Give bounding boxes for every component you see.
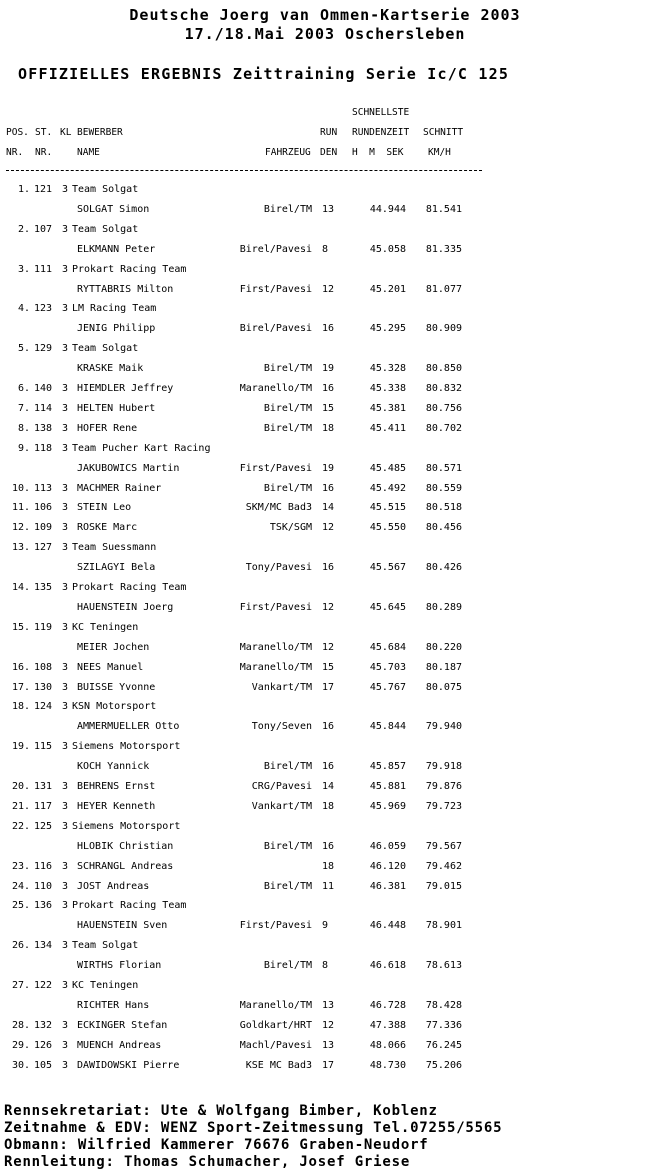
- class-cell: 3: [62, 1039, 69, 1051]
- start-number-cell: 124: [34, 701, 53, 713]
- pos-cell: 27.: [11, 980, 30, 991]
- driver-name-cell: HOFER Rene: [77, 422, 138, 434]
- col-den: DEN: [320, 147, 338, 158]
- laptime-cell: 45.338: [369, 383, 406, 394]
- pos-cell: 7.: [17, 402, 30, 414]
- speed-cell: 75.206: [425, 1059, 462, 1071]
- driver-name-cell: AMMERMUELLER Otto: [77, 721, 180, 733]
- runs-cell: 12: [322, 283, 335, 295]
- runs-cell: 12: [322, 1019, 335, 1031]
- speed-cell: 81.077: [425, 283, 462, 295]
- start-number-cell: 114: [34, 402, 53, 414]
- team-cell: KSN Motorsport: [72, 701, 157, 713]
- start-number-cell: 105: [34, 1059, 53, 1071]
- driver-name-cell: HAUENSTEIN Joerg: [77, 601, 174, 613]
- class-cell: 3: [62, 502, 69, 514]
- laptime-cell: 46.448: [369, 920, 406, 932]
- laptime-cell: 45.492: [369, 482, 406, 494]
- driver-name-cell: RICHTER Hans: [77, 999, 150, 1011]
- driver-name-cell: ECKINGER Stefan: [77, 1019, 168, 1031]
- laptime-cell: 45.645: [369, 601, 406, 613]
- laptime-cell: 45.058: [369, 243, 406, 255]
- team-cell: Team Solgat: [72, 940, 139, 952]
- class-cell: 3: [62, 383, 69, 394]
- class-cell: 3: [62, 442, 69, 454]
- footer-line: Rennleitung: Thomas Schumacher, Josef Griese: [4, 1154, 411, 1170]
- runs-cell: 14: [322, 781, 335, 792]
- pos-cell: 14.: [11, 582, 30, 593]
- driver-name-cell: HEYER Kenneth: [77, 800, 156, 812]
- laptime-cell: 48.066: [369, 1039, 406, 1051]
- col-st: ST.: [35, 127, 53, 138]
- laptime-cell: 46.381: [369, 880, 406, 892]
- driver-name-cell: NEES Manuel: [77, 661, 144, 673]
- vehicle-cell: Birel/Pavesi: [239, 243, 312, 255]
- vehicle-cell: Birel/TM: [263, 960, 312, 972]
- pos-cell: 25.: [11, 900, 30, 912]
- class-cell: 3: [62, 980, 69, 991]
- speed-cell: 80.426: [425, 562, 462, 574]
- laptime-cell: 46.618: [369, 960, 406, 972]
- event-date-venue: 17./18.Mai 2003 Oschersleben: [184, 25, 466, 43]
- footer-line: Zeitnahme & EDV: WENZ Sport-Zeitmessung Tel.07255/5565: [4, 1120, 503, 1136]
- start-number-cell: 116: [34, 860, 53, 872]
- speed-cell: 79.918: [425, 761, 462, 773]
- pos-cell: 26.: [11, 940, 30, 952]
- team-cell: Team Pucher Kart Racing: [72, 442, 211, 454]
- col-hms: H M SEK: [352, 147, 404, 158]
- laptime-cell: 45.703: [369, 661, 406, 673]
- driver-name-cell: ELKMANN Peter: [77, 243, 156, 255]
- laptime-cell: 45.844: [369, 721, 406, 733]
- driver-name-cell: DAWIDOWSKI Pierre: [77, 1059, 180, 1071]
- driver-name-cell: STEIN Leo: [77, 502, 132, 514]
- class-cell: 3: [62, 402, 69, 414]
- pos-cell: 28.: [11, 1019, 30, 1031]
- pos-cell: 15.: [11, 621, 30, 633]
- laptime-cell: 45.881: [369, 781, 406, 792]
- start-number-cell: 115: [34, 741, 53, 753]
- pos-cell: 11.: [11, 502, 30, 514]
- runs-cell: 19: [322, 462, 335, 474]
- pos-cell: 3.: [17, 263, 30, 275]
- start-number-cell: 119: [34, 621, 53, 633]
- class-cell: 3: [62, 482, 69, 494]
- col-name: NAME: [77, 147, 100, 158]
- pos-cell: 17.: [11, 681, 30, 693]
- runs-cell: 13: [322, 203, 335, 215]
- driver-name-cell: ROSKE Marc: [77, 522, 138, 534]
- driver-name-cell: SCHRANGL Andreas: [77, 860, 174, 872]
- start-number-cell: 110: [34, 880, 53, 892]
- laptime-cell: 45.485: [369, 462, 406, 474]
- speed-cell: 80.187: [425, 661, 462, 673]
- class-cell: 3: [62, 184, 69, 195]
- speed-cell: 79.940: [425, 721, 462, 733]
- driver-name-cell: MUENCH Andreas: [77, 1039, 162, 1051]
- start-number-cell: 132: [34, 1019, 53, 1031]
- pos-cell: 22.: [11, 820, 30, 832]
- driver-name-cell: HAUENSTEIN Sven: [77, 920, 168, 932]
- speed-cell: 80.559: [425, 482, 462, 494]
- vehicle-cell: Birel/TM: [263, 203, 312, 215]
- speed-cell: 79.723: [425, 800, 462, 812]
- start-number-cell: 134: [34, 940, 53, 952]
- class-cell: 3: [62, 661, 69, 673]
- speed-cell: 79.567: [425, 840, 462, 852]
- col-bewerber: BEWERBER: [77, 127, 123, 138]
- driver-name-cell: JOST Andreas: [77, 880, 150, 892]
- speed-cell: 80.909: [425, 323, 462, 335]
- start-number-cell: 123: [34, 303, 53, 315]
- col-kmh: KM/H: [428, 147, 451, 158]
- laptime-cell: 45.328: [369, 363, 406, 375]
- pos-cell: 12.: [11, 522, 30, 534]
- laptime-cell: 47.388: [369, 1019, 406, 1031]
- pos-cell: 8.: [17, 422, 30, 434]
- laptime-cell: 45.381: [369, 402, 406, 414]
- vehicle-cell: Birel/TM: [263, 761, 312, 773]
- speed-cell: 80.832: [425, 383, 462, 394]
- team-cell: LM Racing Team: [72, 303, 157, 315]
- runs-cell: 13: [322, 1039, 335, 1051]
- speed-cell: 76.245: [425, 1039, 462, 1051]
- speed-cell: 78.901: [425, 920, 462, 932]
- laptime-cell: 45.550: [369, 522, 406, 534]
- driver-name-cell: MACHMER Rainer: [77, 482, 162, 494]
- vehicle-cell: Birel/TM: [263, 422, 312, 434]
- driver-name-cell: KRASKE Maik: [77, 363, 144, 375]
- start-number-cell: 136: [34, 900, 53, 912]
- driver-name-cell: WIRTHS Florian: [77, 960, 162, 972]
- start-number-cell: 138: [34, 422, 53, 434]
- driver-name-cell: HELTEN Hubert: [77, 402, 156, 414]
- class-cell: 3: [62, 522, 69, 534]
- team-cell: Team Solgat: [72, 184, 139, 195]
- class-cell: 3: [62, 781, 69, 792]
- vehicle-cell: KSE MC Bad3: [245, 1059, 312, 1071]
- vehicle-cell: Tony/Pavesi: [245, 562, 312, 574]
- driver-name-cell: SOLGAT Simon: [77, 203, 150, 215]
- pos-cell: 21.: [11, 800, 30, 812]
- team-cell: Prokart Racing Team: [72, 582, 187, 593]
- pos-cell: 29.: [11, 1039, 30, 1051]
- pos-cell: 18.: [11, 701, 30, 713]
- speed-cell: 78.613: [425, 960, 462, 972]
- vehicle-cell: Vankart/TM: [251, 800, 312, 812]
- class-cell: 3: [62, 223, 69, 235]
- speed-cell: 80.702: [425, 422, 462, 434]
- runs-cell: 11: [322, 880, 335, 892]
- class-cell: 3: [62, 701, 69, 713]
- class-cell: 3: [62, 542, 69, 554]
- vehicle-cell: CRG/Pavesi: [251, 781, 312, 792]
- pos-cell: 6.: [17, 383, 30, 394]
- pos-cell: 19.: [11, 741, 30, 753]
- runs-cell: 18: [322, 800, 335, 812]
- class-cell: 3: [62, 263, 69, 275]
- start-number-cell: 130: [34, 681, 53, 693]
- runs-cell: 12: [322, 641, 335, 653]
- vehicle-cell: Birel/TM: [263, 840, 312, 852]
- driver-name-cell: JENIG Philipp: [77, 323, 156, 335]
- start-number-cell: 140: [34, 383, 53, 394]
- laptime-cell: 45.295: [369, 323, 406, 335]
- class-cell: 3: [62, 1059, 69, 1071]
- vehicle-cell: Maranello/TM: [239, 383, 312, 394]
- team-cell: Prokart Racing Team: [72, 263, 187, 275]
- series-title: Deutsche Joerg van Ommen-Kartserie 2003: [129, 6, 521, 24]
- speed-cell: 80.518: [425, 502, 462, 514]
- class-cell: 3: [62, 621, 69, 633]
- pos-cell: 5.: [17, 343, 30, 355]
- start-number-cell: 129: [34, 343, 53, 355]
- team-cell: KC Teningen: [72, 621, 139, 633]
- speed-cell: 80.756: [425, 402, 462, 414]
- runs-cell: 17: [322, 1059, 335, 1071]
- driver-name-cell: KOCH Yannick: [77, 761, 150, 773]
- runs-cell: 15: [322, 402, 335, 414]
- speed-cell: 80.289: [425, 601, 462, 613]
- laptime-cell: 48.730: [369, 1059, 406, 1071]
- laptime-cell: 45.515: [369, 502, 406, 514]
- vehicle-cell: Birel/TM: [263, 482, 312, 494]
- start-number-cell: 125: [34, 820, 53, 832]
- speed-cell: 80.220: [425, 641, 462, 653]
- col-rundenzeit: RUNDENZEIT: [352, 127, 410, 138]
- vehicle-cell: SKM/MC Bad3: [245, 502, 312, 514]
- vehicle-cell: Tony/Seven: [251, 721, 312, 733]
- team-cell: Prokart Racing Team: [72, 900, 187, 912]
- laptime-cell: 45.567: [369, 562, 406, 574]
- vehicle-cell: Maranello/TM: [239, 641, 312, 653]
- class-cell: 3: [62, 940, 69, 952]
- col-fahrzeug: FAHRZEUG: [265, 147, 311, 158]
- start-number-cell: 106: [34, 502, 53, 514]
- runs-cell: 17: [322, 681, 335, 693]
- class-cell: 3: [62, 1019, 69, 1031]
- class-cell: 3: [62, 900, 69, 912]
- vehicle-cell: TSK/SGM: [269, 522, 312, 534]
- speed-cell: 80.075: [425, 681, 462, 693]
- laptime-cell: 46.728: [369, 999, 406, 1011]
- speed-cell: 79.015: [425, 880, 462, 892]
- start-number-cell: 118: [34, 442, 53, 454]
- start-number-cell: 135: [34, 582, 53, 593]
- runs-cell: 18: [322, 422, 335, 434]
- laptime-cell: 45.767: [369, 681, 406, 693]
- runs-cell: 18: [322, 860, 335, 872]
- pos-cell: 9.: [17, 442, 30, 454]
- footer-line: Obmann: Wilfried Kammerer 76676 Graben-Neudorf: [4, 1137, 429, 1153]
- speed-cell: 80.456: [425, 522, 462, 534]
- class-cell: 3: [62, 820, 69, 832]
- speed-cell: 77.336: [425, 1019, 462, 1031]
- start-number-cell: 127: [34, 542, 53, 554]
- vehicle-cell: First/Pavesi: [239, 601, 312, 613]
- runs-cell: 19: [322, 363, 335, 375]
- laptime-cell: 46.059: [369, 840, 406, 852]
- pos-cell: 23.: [11, 860, 30, 872]
- runs-cell: 12: [322, 522, 335, 534]
- team-cell: Team Suessmann: [72, 542, 157, 554]
- laptime-cell: 46.120: [369, 860, 406, 872]
- start-number-cell: 117: [34, 800, 53, 812]
- footer-line: Rennsekretariat: Ute & Wolfgang Bimber, Koblenz: [4, 1103, 438, 1119]
- class-cell: 3: [62, 582, 69, 593]
- start-number-cell: 111: [34, 263, 53, 275]
- class-cell: 3: [62, 422, 69, 434]
- col-pos: POS.: [6, 127, 29, 138]
- header-separator: [6, 170, 482, 171]
- speed-cell: 78.428: [425, 999, 462, 1011]
- runs-cell: 16: [322, 721, 335, 733]
- start-number-cell: 109: [34, 522, 53, 534]
- vehicle-cell: First/Pavesi: [239, 920, 312, 932]
- vehicle-cell: Birel/Pavesi: [239, 323, 312, 335]
- runs-cell: 16: [322, 761, 335, 773]
- driver-name-cell: BUISSE Yvonne: [77, 681, 156, 693]
- runs-cell: 16: [322, 840, 335, 852]
- team-cell: Siemens Motorsport: [72, 820, 181, 832]
- start-number-cell: 131: [34, 781, 53, 792]
- vehicle-cell: Maranello/TM: [239, 999, 312, 1011]
- driver-name-cell: RYTTABRIS Milton: [77, 283, 174, 295]
- vehicle-cell: Vankart/TM: [251, 681, 312, 693]
- runs-cell: 14: [322, 502, 335, 514]
- speed-cell: 80.850: [425, 363, 462, 375]
- runs-cell: 8: [322, 960, 329, 972]
- start-number-cell: 108: [34, 661, 53, 673]
- class-cell: 3: [62, 741, 69, 753]
- runs-cell: 13: [322, 999, 335, 1011]
- runs-cell: 16: [322, 383, 335, 394]
- vehicle-cell: First/Pavesi: [239, 283, 312, 295]
- driver-name-cell: MEIER Jochen: [77, 641, 150, 653]
- runs-cell: 16: [322, 323, 335, 335]
- runs-cell: 8: [322, 243, 329, 255]
- vehicle-cell: Birel/TM: [263, 880, 312, 892]
- class-cell: 3: [62, 343, 69, 355]
- start-number-cell: 113: [34, 482, 53, 494]
- start-number-cell: 121: [34, 184, 53, 195]
- pos-cell: 24.: [11, 880, 30, 892]
- vehicle-cell: Birel/TM: [263, 363, 312, 375]
- laptime-cell: 45.411: [369, 422, 406, 434]
- class-cell: 3: [62, 860, 69, 872]
- laptime-cell: 44.944: [369, 203, 406, 215]
- speed-cell: 80.571: [425, 462, 462, 474]
- laptime-cell: 45.969: [369, 800, 406, 812]
- class-cell: 3: [62, 880, 69, 892]
- pos-cell: 1.: [17, 184, 30, 195]
- laptime-cell: 45.857: [369, 761, 406, 773]
- start-number-cell: 126: [34, 1039, 53, 1051]
- class-cell: 3: [62, 800, 69, 812]
- class-cell: 3: [62, 303, 69, 315]
- runs-cell: 16: [322, 482, 335, 494]
- runs-cell: 15: [322, 661, 335, 673]
- col-run: RUN: [320, 127, 338, 138]
- pos-cell: 16.: [11, 661, 30, 673]
- speed-cell: 79.462: [425, 860, 462, 872]
- result-title: OFFIZIELLES ERGEBNIS Zeittraining Serie Ic/C 125: [18, 65, 510, 83]
- pos-cell: 10.: [11, 482, 30, 494]
- col-nr: NR.: [6, 147, 24, 158]
- runs-cell: 9: [322, 920, 329, 932]
- pos-cell: 4.: [17, 303, 30, 315]
- vehicle-cell: Maranello/TM: [239, 661, 312, 673]
- vehicle-cell: Machl/Pavesi: [239, 1039, 312, 1051]
- vehicle-cell: Birel/TM: [263, 402, 312, 414]
- vehicle-cell: First/Pavesi: [239, 462, 312, 474]
- runs-cell: 16: [322, 562, 335, 574]
- class-cell: 3: [62, 681, 69, 693]
- team-cell: KC Teningen: [72, 980, 139, 991]
- pos-cell: 2.: [17, 223, 30, 235]
- speed-cell: 81.335: [425, 243, 462, 255]
- team-cell: Team Solgat: [72, 343, 139, 355]
- pos-cell: 13.: [11, 542, 30, 554]
- speed-cell: 81.541: [425, 203, 462, 215]
- pos-cell: 20.: [11, 781, 30, 792]
- col-schnitt: SCHNITT: [423, 127, 464, 138]
- driver-name-cell: SZILAGYI Bela: [77, 562, 156, 574]
- vehicle-cell: Goldkart/HRT: [239, 1019, 312, 1031]
- runs-cell: 12: [322, 601, 335, 613]
- team-cell: Siemens Motorsport: [72, 741, 181, 753]
- driver-name-cell: HIEMDLER Jeffrey: [77, 383, 174, 394]
- start-number-cell: 107: [34, 223, 53, 235]
- laptime-cell: 45.684: [369, 641, 406, 653]
- speed-cell: 79.876: [425, 781, 462, 792]
- pos-cell: 30.: [11, 1059, 30, 1071]
- laptime-cell: 45.201: [369, 283, 406, 295]
- driver-name-cell: HLOBIK Christian: [77, 840, 174, 852]
- col-st-nr: NR.: [35, 147, 53, 158]
- col-schnellste: SCHNELLSTE: [352, 107, 410, 118]
- driver-name-cell: BEHRENS Ernst: [77, 781, 156, 792]
- col-kl: KL: [60, 127, 72, 138]
- start-number-cell: 122: [34, 980, 53, 991]
- driver-name-cell: JAKUBOWICS Martin: [77, 462, 180, 474]
- team-cell: Team Solgat: [72, 223, 139, 235]
